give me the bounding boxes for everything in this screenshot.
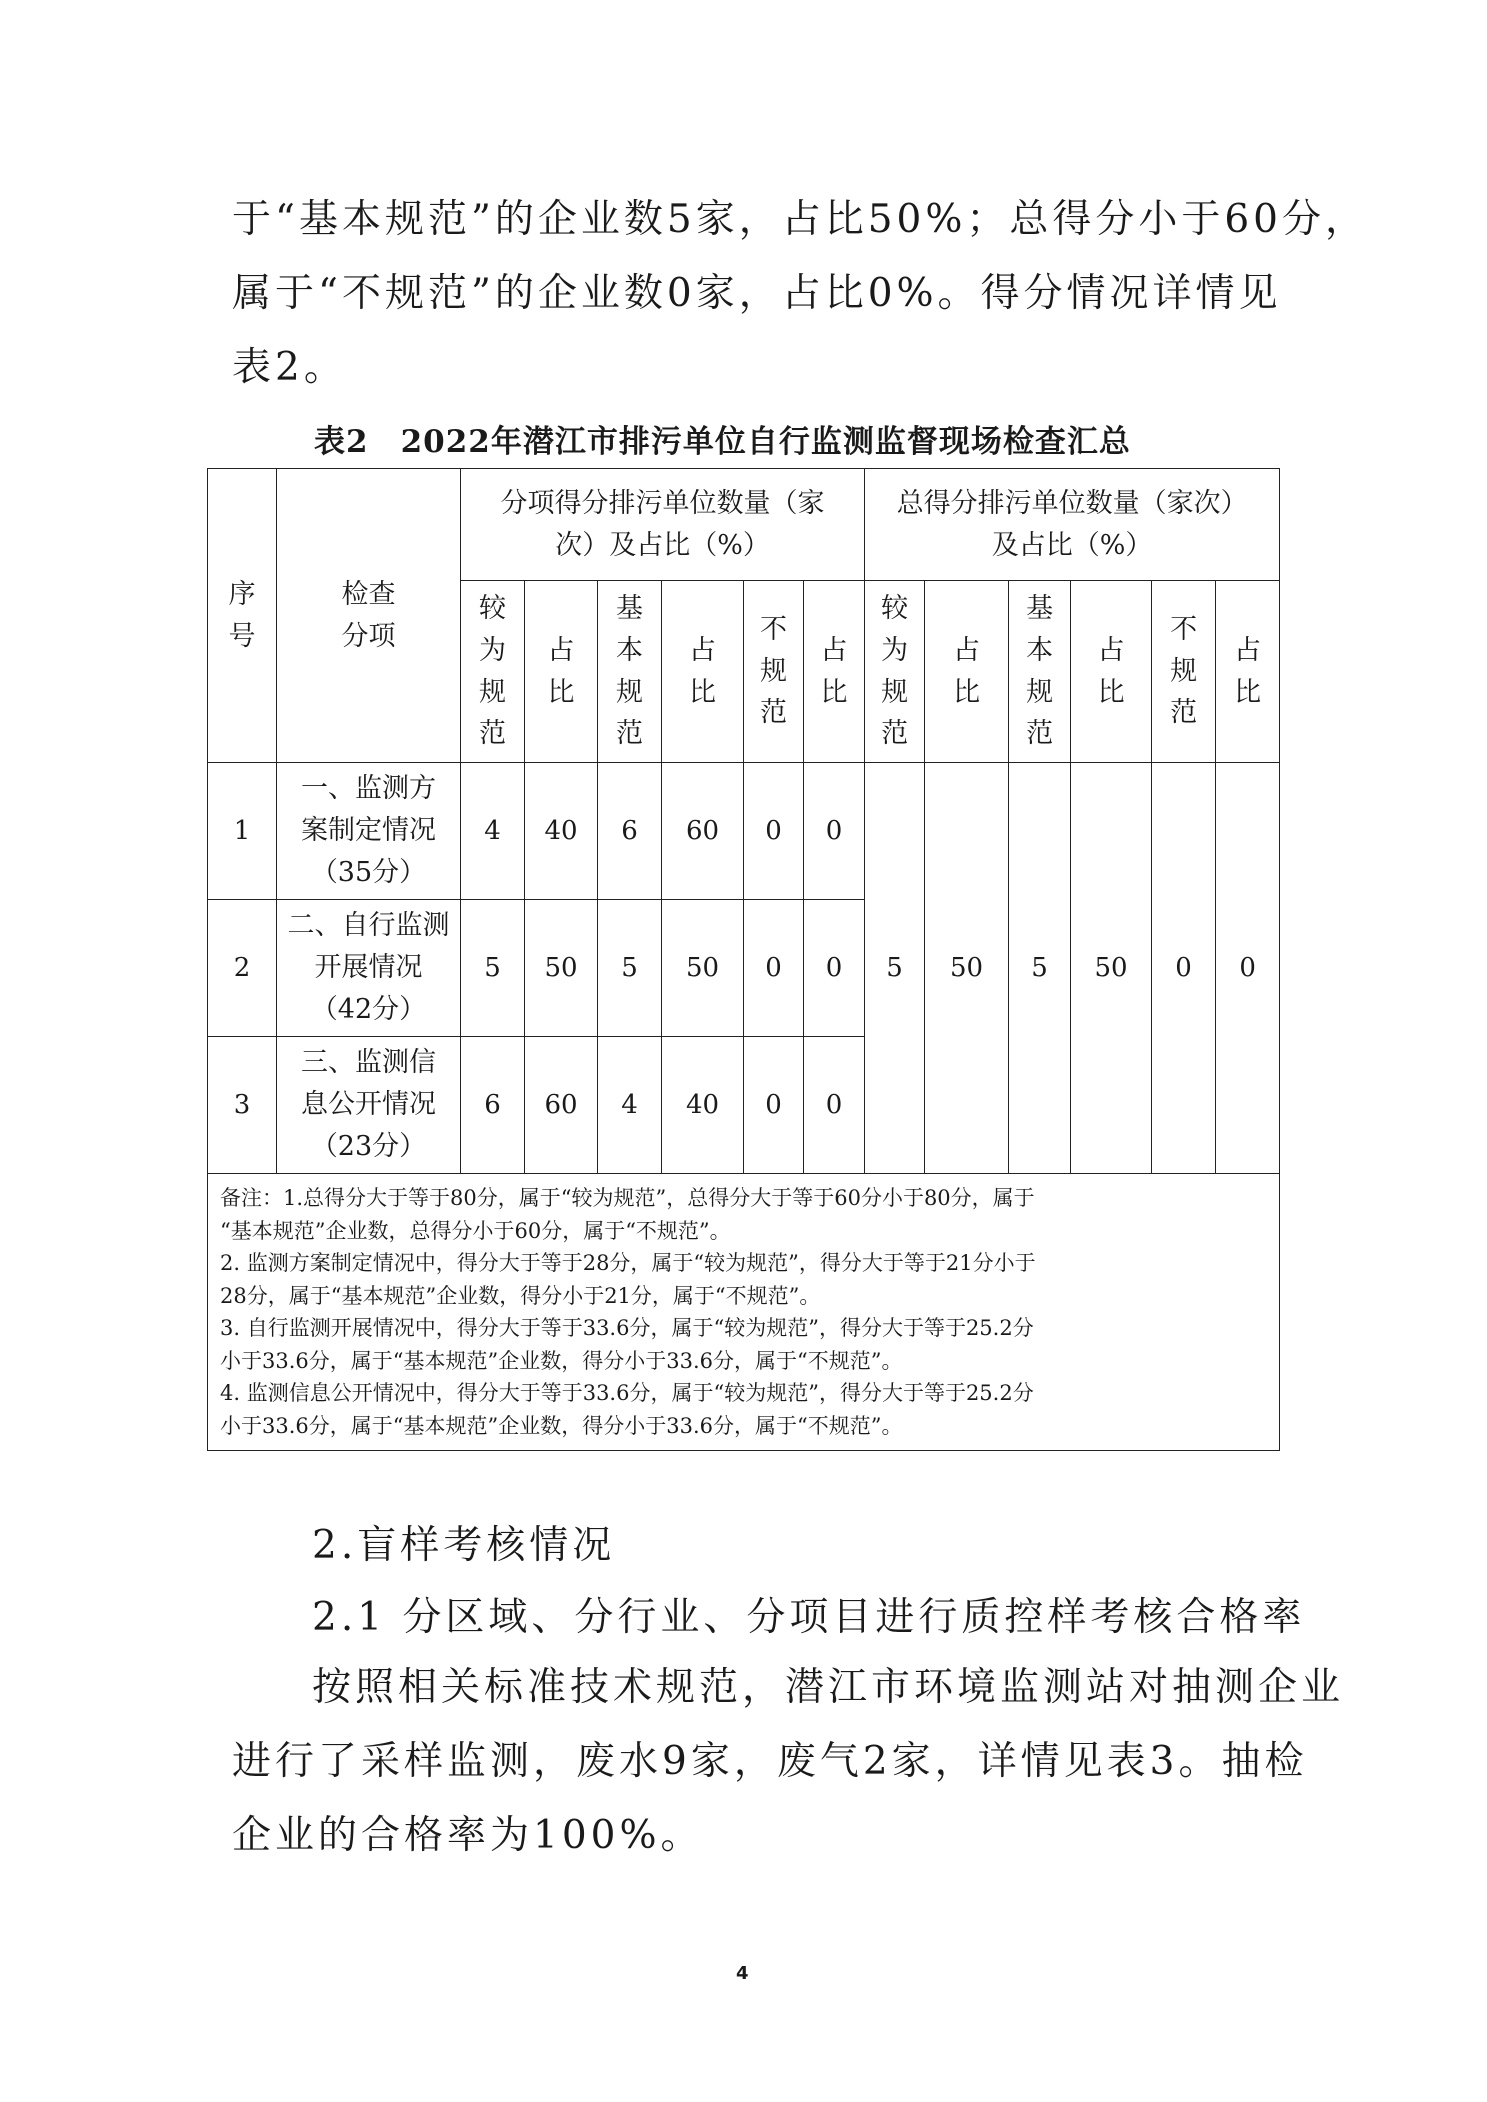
header-noncompliant: 不 规 范: [1152, 581, 1216, 763]
header-ratio: 占 比: [1216, 581, 1280, 763]
total-compliant-ratio: 50: [925, 763, 1009, 1174]
table-header-row-1: [208, 469, 1280, 581]
header-compliant: 较 为 规 范: [865, 581, 925, 763]
row-item: 二、自行监测 开展情况 （42分）: [277, 900, 461, 1037]
header-basic: 基 本 规 范: [1009, 581, 1071, 763]
section-subheading: 2.1 分区域、分行业、分项目进行质控样考核合格率: [312, 1595, 1306, 1640]
header-basic: 基 本 规 范: [598, 581, 662, 763]
header-item: 检查 分项: [277, 469, 461, 763]
note-line: 3. 自行监测开展情况中，得分大于等于33.6分，属于“较为规范”，得分大于等于25.2分: [220, 1316, 1034, 1341]
note-line: 2. 监测方案制定情况中，得分大于等于28分，属于“较为规范”，得分大于等于21分小于: [220, 1251, 1036, 1276]
note-line: 28分，属于“基本规范”企业数，得分小于21分，属于“不规范”。: [220, 1283, 821, 1308]
paragraph-line-3: 表2。: [232, 345, 347, 390]
paragraph-line-2: 属于“不规范”的企业数0家，占比0%。得分情况详情见: [232, 271, 1282, 316]
note-line: 备注：1.总得分大于等于80分，属于“较为规范”，总得分大于等于60分小于80分，属于: [220, 1186, 1035, 1210]
inspection-summary-table: [207, 468, 1280, 1451]
total-noncompliant-ratio: 0: [1216, 763, 1280, 1174]
row-item: 三、监测信 息公开情况 （23分）: [277, 1037, 461, 1174]
table-title: 表2 2022年潜江市排污单位自行监测监督现场检查汇总: [314, 424, 1131, 460]
table-row: 1 一、监测方 案制定情况 （35分） 4 40 6 60 0 0 5 50 5 50 0 0: [208, 763, 1280, 900]
page-number: 4: [736, 1963, 749, 1984]
section-heading: 2.盲样考核情况: [312, 1523, 616, 1568]
header-ratio: 占 比: [662, 581, 744, 763]
table-notes-row: [208, 1174, 1280, 1451]
header-compliant: 较 为 规 范: [461, 581, 525, 763]
table-notes: [208, 1174, 1280, 1451]
note-line: “基本规范”企业数，总得分小于60分，属于“不规范”。: [220, 1218, 731, 1243]
note-line: 4. 监测信息公开情况中，得分大于等于33.6分，属于“较为规范”，得分大于等于25.2分: [220, 1381, 1034, 1406]
total-basic-ratio: 50: [1071, 763, 1152, 1174]
body-line-2: 进行了采样监测，废水9家，废气2家，详情见表3。抽检: [232, 1739, 1308, 1784]
header-ratio: 占 比: [804, 581, 865, 763]
total-noncompliant: 0: [1152, 763, 1216, 1174]
row-item: 一、监测方 案制定情况 （35分）: [277, 763, 461, 900]
paragraph-line-1: 于“基本规范”的企业数5家，占比50%；总得分小于60分，: [232, 197, 1368, 242]
table-row: 3 三、监测信 息公开情况 （23分） 6 60 4 40 0 0: [208, 1037, 1280, 1174]
header-sub-score-group: 分项得分排污单位数量（家 次）及占比（%）: [461, 469, 865, 581]
note-line: 小于33.6分，属于“基本规范”企业数，得分小于33.6分，属于“不规范”。: [220, 1413, 903, 1438]
body-line-1: 按照相关标准技术规范，潜江市环境监测站对抽测企业: [312, 1665, 1345, 1710]
body-line-3: 企业的合格率为100%。: [232, 1813, 704, 1858]
header-noncompliant: 不 规 范: [744, 581, 804, 763]
total-basic: 5: [1009, 763, 1071, 1174]
note-line: 小于33.6分，属于“基本规范”企业数，得分小于33.6分，属于“不规范”。: [220, 1348, 903, 1373]
header-ratio: 占 比: [925, 581, 1009, 763]
table-row: 2 二、自行监测 开展情况 （42分） 5 50 5 50 0 0: [208, 900, 1280, 1037]
header-seq: 序 号: [208, 469, 277, 763]
header-ratio: 占 比: [1071, 581, 1152, 763]
header-ratio: 占 比: [525, 581, 598, 763]
header-total-score-group: 总得分排污单位数量（家次） 及占比（%）: [865, 469, 1280, 581]
total-compliant: 5: [865, 763, 925, 1174]
